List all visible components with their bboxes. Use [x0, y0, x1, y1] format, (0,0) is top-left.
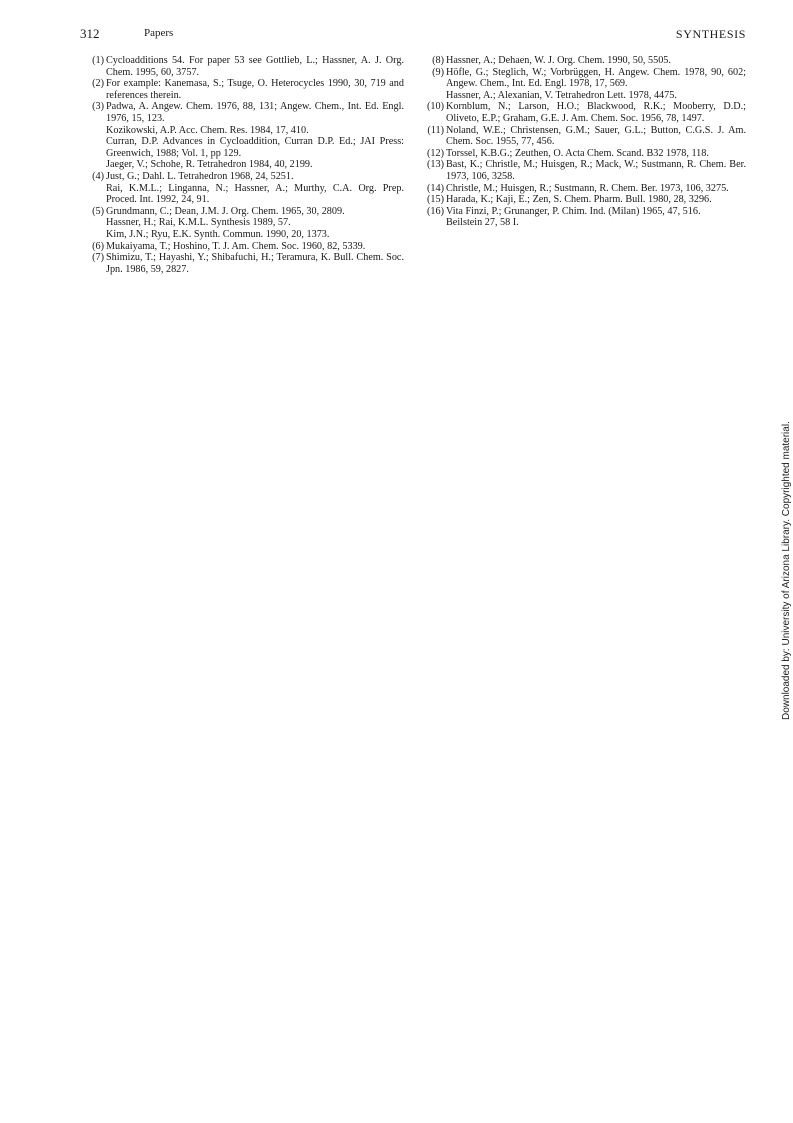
reference-item — [84, 206, 404, 241]
reference-text: Shimizu, T.; Hayashi, Y.; Shibafuchi, H.; Teramura, K. Bull. Chem. Soc. Jpn. 1986, 59, 2827. — [106, 252, 404, 275]
reference-number: (2) — [92, 78, 104, 90]
reference-item — [424, 183, 746, 195]
reference-text: Harada, K.; Kaji, E.; Zen, S. Chem. Pharm. Bull. 1980, 28, 3296. — [446, 194, 712, 206]
reference-number: (3) — [92, 101, 104, 113]
reference-number: (14) — [427, 182, 444, 194]
section-title: Papers — [144, 27, 174, 39]
references-left-column — [84, 55, 404, 275]
reference-text: Höfle, G.; Steglich, W.; Vorbrüggen, H. Angew. Chem. 1978, 90, 602; Angew. Chem., Int. Ed. Engl. 1978, 17, 569. — [446, 66, 746, 90]
reference-item — [424, 101, 746, 124]
reference-text: Cycloadditions 54. For paper 53 see Gottlieb, L.; Hassner, A. J. Org. Chem. 1995, 60, 3757. — [106, 55, 404, 78]
reference-text: Rai, K.M.L.; Linganna, N.; Hassner, A.; Murthy, C.A. Org. Prep. Proced. Int. 1992, 24, 91. — [106, 182, 404, 206]
reference-text: Hassner, H.; Rai, K.M.L. Synthesis 1989, 57. — [106, 217, 291, 229]
reference-text: Hassner, A.; Alexanian, V. Tetrahedron Lett. 1978, 4475. — [446, 89, 677, 101]
reference-number: (6) — [92, 240, 104, 252]
reference-item — [424, 206, 746, 229]
reference-text: Beilstein 27, 58 I. — [446, 217, 519, 229]
reference-item — [424, 148, 746, 160]
reference-item — [84, 241, 404, 253]
download-watermark: Downloaded by: University of Arizona Library. Copyrighted material. — [781, 421, 792, 720]
reference-item — [424, 67, 746, 102]
reference-number: (15) — [427, 194, 444, 206]
page-header — [80, 26, 746, 40]
reference-number: (7) — [92, 252, 104, 264]
reference-number: (1) — [92, 55, 104, 66]
reference-item — [84, 101, 404, 171]
reference-item — [84, 171, 404, 206]
reference-text: Padwa, A. Angew. Chem. 1976, 88, 131; Angew. Chem., Int. Ed. Engl. 1976, 15, 123. — [106, 101, 404, 124]
reference-text: For example: Kanemasa, S.; Tsuge, O. Heterocycles 1990, 30, 719 and references therein. — [106, 78, 404, 101]
references-right-column — [424, 55, 746, 229]
reference-item — [424, 194, 746, 206]
reference-number: (5) — [92, 205, 104, 217]
reference-text: Hassner, A.; Dehaen, W. J. Org. Chem. 1990, 50, 5505. — [446, 55, 671, 66]
reference-text: Vita Finzi, P.; Grunanger, P. Chim. Ind. (Milan) 1965, 47, 516. — [446, 205, 701, 217]
reference-text: Just, G.; Dahl. L. Tetrahedron 1968, 24, 5251. — [106, 170, 294, 182]
reference-text: Bast, K.; Christle, M.; Huisgen, R.; Mack, W.; Sustmann, R. Chem. Ber. 1973, 106, 3258. — [446, 159, 746, 182]
reference-item — [84, 78, 404, 101]
reference-text: Noland, W.E.; Christensen, G.M.; Sauer, G.L.; Button, C.G.S. J. Am. Chem. Soc. 1955, 77, 456. — [446, 124, 746, 148]
reference-item — [84, 55, 404, 78]
reference-text: Jaeger, V.; Schohe, R. Tetrahedron 1984, 40, 2199. — [106, 159, 313, 171]
journal-name: SYNTHESIS — [675, 27, 746, 41]
reference-number: (9) — [432, 66, 444, 78]
reference-text: Kornblum, N.; Larson, H.O.; Blackwood, R.K.; Mooberry, D.D.; Oliveto, E.P.; Graham, G.E. J. Am. Chem. Soc. 1956, 78, 1497. — [446, 101, 746, 124]
reference-item — [424, 159, 746, 182]
reference-item — [424, 55, 746, 67]
reference-number: (13) — [427, 159, 444, 171]
reference-text: Grundmann, C.; Dean, J.M. J. Org. Chem. 1965, 30, 2809. — [106, 205, 345, 217]
reference-text: Torssel, K.B.G.; Zeuthen, O. Acta Chem. Scand. B32 1978, 118. — [446, 147, 709, 159]
reference-number: (10) — [427, 101, 444, 113]
reference-item — [84, 252, 404, 275]
reference-number: (8) — [432, 55, 444, 66]
reference-number: (12) — [427, 147, 444, 159]
page-number: 312 — [80, 26, 100, 41]
reference-text: Kim, J.N.; Ryu, E.K. Synth. Commun. 1990, 20, 1373. — [106, 228, 330, 240]
reference-text: Curran, D.P. Advances in Cycloaddition, Curran D.P. Ed.; JAI Press: Greenwich, 1988; Vol. 1, pp 129. — [106, 136, 404, 159]
reference-number: (16) — [427, 205, 444, 217]
reference-number: (4) — [92, 170, 104, 182]
reference-text: Mukaiyama, T.; Hoshino, T. J. Am. Chem. Soc. 1960, 82, 5339. — [106, 240, 366, 252]
reference-number: (11) — [427, 124, 444, 136]
reference-item — [424, 125, 746, 148]
reference-text: Kozikowski, A.P. Acc. Chem. Res. 1984, 17, 410. — [106, 124, 309, 136]
reference-text: Christle, M.; Huisgen, R.; Sustmann, R. Chem. Ber. 1973, 106, 3275. — [446, 182, 729, 194]
